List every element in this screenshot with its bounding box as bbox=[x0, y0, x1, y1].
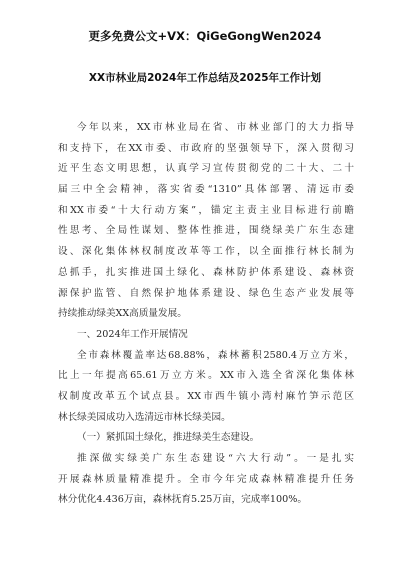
paragraph-line: 权制度改革五个试点县。XX市西牛镇小湾村麻竹笋示范区 bbox=[58, 390, 354, 402]
paragraph-line: 推深做实绿美广东生态建设“六大行动”。一是扎实 bbox=[77, 453, 354, 464]
paragraph-line: 林分优化4.436万亩，森林抚育5.25万亩，完成率100%。 bbox=[58, 494, 307, 506]
section-heading: 一、2024年工作开展情况 bbox=[77, 328, 188, 340]
paragraph-line: 近平生态文明思想，认真学习宣传贯彻党的二十大、二十 bbox=[58, 163, 354, 175]
paragraph-line: 性思考、全局性谋划、整体性推进，围绕绿美广东生态建 bbox=[58, 225, 354, 237]
paragraph-line: 总抓手，扎实推进国土绿化、森林防护体系建设、森林资 bbox=[58, 266, 354, 278]
paragraph-line: 比上一年提高65.61万立方米。XX市入选全省深化集体林 bbox=[58, 370, 354, 382]
paragraph-line: 源保护监管、自然保护地体系建设、绿色生态产业发展等 bbox=[58, 287, 354, 299]
paragraph-line: 开展森林质量精准提升。全市今年完成森林精准提升任务 bbox=[58, 473, 354, 485]
document-body bbox=[58, 118, 354, 511]
paragraph-line: 届三中全会精神，落实省委“1310”具体部署、清远市委 bbox=[58, 184, 354, 196]
paragraph-line: 和XX市委“十大行动方案”，锚定主责主业目标进行前瞻 bbox=[58, 204, 354, 216]
document-title: XX市林业局2024年工作总结及2025年工作计划 bbox=[88, 72, 322, 84]
paragraph-line: 持续推动绿美XX高质量发展。 bbox=[58, 308, 187, 320]
paragraph-line: 和支持下，在XX市委、市政府的坚强领导下，深入贯彻习 bbox=[58, 142, 354, 154]
paragraph-line: 林长绿美园成功入选清远市林长绿美园。 bbox=[58, 411, 231, 423]
paragraph-line: 设、深化集体林权制度改革等工作，以全面推行林长制为 bbox=[58, 246, 354, 258]
paragraph-line: 全市森林覆盖率达68.88%，森林蓄积2580.4万立方米， bbox=[77, 349, 354, 361]
promo-banner: 更多免费公文+VX：QiGeGongWen2024 bbox=[88, 29, 322, 43]
paragraph-line: 今年以来，XX市林业局在省、市林业部门的大力指导 bbox=[77, 122, 354, 133]
section-heading: （一）紧抓国土绿化，推进绿美生态建设。 bbox=[77, 432, 260, 444]
